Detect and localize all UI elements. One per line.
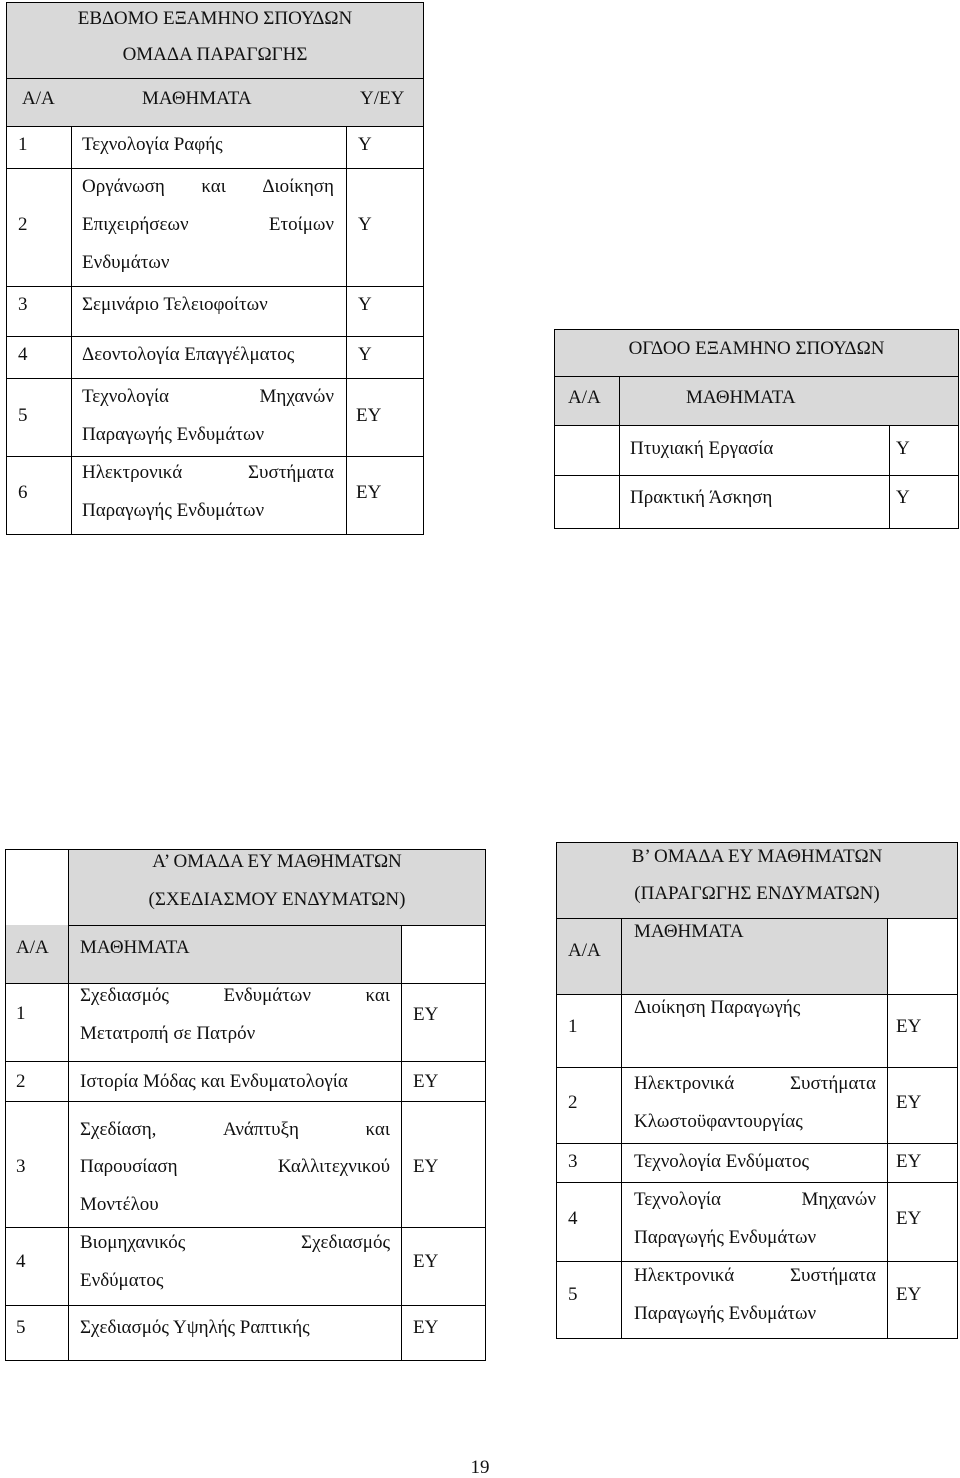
table-title-line-1: ΕΒΔΟΜΟ ΕΞΑΜΗΝΟ ΣΠΟΥΔΩΝ <box>77 8 353 29</box>
word: και <box>365 985 390 1006</box>
word: Βιομηχανικός <box>80 1232 186 1253</box>
course-name-line <box>82 215 334 235</box>
course-name: Πτυχιακή Εργασία <box>630 438 774 459</box>
table-semester-8 <box>554 329 959 529</box>
course-name-line <box>634 1074 876 1094</box>
word: Τεχνολογία <box>82 386 169 407</box>
word: και <box>201 176 226 197</box>
course-type: Υ <box>896 487 910 508</box>
course-name: Διοίκηση Παραγωγής <box>634 997 801 1018</box>
word: Συστήματα <box>247 462 334 483</box>
word: Οργάνωση <box>82 176 165 197</box>
table-semester-7 <box>6 2 424 535</box>
row-number: 1 <box>16 1003 26 1024</box>
table-group-b <box>556 842 958 1339</box>
course-name-line <box>80 1120 390 1140</box>
course-name-line: Ενδυμάτων <box>82 252 170 273</box>
course-name: Δεοντολογία Επαγγέλματος <box>82 344 295 365</box>
course-name-line <box>82 463 334 483</box>
course-name-line: Κλωστοϋφαντουργίας <box>634 1111 803 1132</box>
course-type: Υ <box>358 344 372 365</box>
word: Ηλεκτρονικά <box>82 462 183 483</box>
table-title-line-1: Α’ ΟΜΑΔΑ ΕΥ ΜΑΘΗΜΑΤΩΝ <box>152 851 402 872</box>
word: και <box>365 1119 390 1140</box>
row-number: 3 <box>568 1151 578 1172</box>
word: Ετοίμων <box>268 214 334 235</box>
row-number: 2 <box>16 1071 26 1092</box>
course-type: ΕΥ <box>896 1284 922 1305</box>
course-name-line: Ενδύματος <box>80 1270 164 1291</box>
course-name-line <box>80 1157 390 1177</box>
word: Σχεδιασμός <box>301 1232 390 1253</box>
course-name-line <box>80 1233 390 1253</box>
word: Ηλεκτρονικά <box>634 1073 735 1094</box>
course-name-line: Μετατροπή σε Πατρόν <box>80 1023 256 1044</box>
course-type: ΕΥ <box>413 1317 439 1338</box>
word: Ανάπτυξη <box>223 1119 299 1140</box>
page-number: 19 <box>470 1457 490 1478</box>
word: Παρουσίαση <box>80 1156 178 1177</box>
row-number: 5 <box>18 405 28 426</box>
course-type: ΕΥ <box>896 1016 922 1037</box>
row-number: 6 <box>18 482 28 503</box>
course-type: Υ <box>358 214 372 235</box>
header-courses: ΜΑΘΗΜΑΤΑ <box>142 88 252 109</box>
course-type: ΕΥ <box>896 1208 922 1229</box>
table-title-line-2: (ΣΧΕΔΙΑΣΜΟΥ ΕΝΔΥΜΑΤΩΝ) <box>148 889 406 910</box>
row-number: 1 <box>18 134 28 155</box>
word: Καλλιτεχνικού <box>277 1156 390 1177</box>
word: Σχεδιασμός <box>80 985 169 1006</box>
course-type: ΕΥ <box>413 1156 439 1177</box>
row-number: 4 <box>18 344 28 365</box>
row-number: 2 <box>18 214 28 235</box>
word: Συστήματα <box>789 1265 876 1286</box>
header-courses: ΜΑΘΗΜΑΤΑ <box>634 921 744 942</box>
course-type: ΕΥ <box>413 1251 439 1272</box>
table-title: ΟΓΔΟΟ ΕΞΑΜΗΝΟ ΣΠΟΥΔΩΝ <box>628 338 885 359</box>
course-name: Τεχνολογία Ραφής <box>82 134 223 155</box>
row-number: 5 <box>16 1317 26 1338</box>
course-name: Τεχνολογία Ενδύματος <box>634 1151 810 1172</box>
course-type: ΕΥ <box>413 1071 439 1092</box>
course-name-line: Μοντέλου <box>80 1194 159 1215</box>
row-number: 3 <box>18 294 28 315</box>
header-type: Υ/ΕΥ <box>360 88 405 109</box>
word: Ενδυμάτων <box>223 985 311 1006</box>
word: Τεχνολογία <box>634 1189 721 1210</box>
course-name-line: Παραγωγής Ενδυμάτων <box>82 424 265 445</box>
course-type: Υ <box>896 438 910 459</box>
word: Μηχανών <box>801 1189 876 1210</box>
header-aa: Α/Α <box>16 937 49 958</box>
course-type: ΕΥ <box>896 1151 922 1172</box>
row-number: 2 <box>568 1092 578 1113</box>
course-name: Σεμινάριο Τελειοφοίτων <box>82 294 268 315</box>
course-name: Πρακτική Άσκηση <box>630 487 773 508</box>
header-aa: Α/Α <box>568 387 601 408</box>
course-type: ΕΥ <box>356 482 382 503</box>
course-type: Υ <box>358 294 372 315</box>
header-aa: Α/Α <box>568 940 601 961</box>
word: Συστήματα <box>789 1073 876 1094</box>
course-name-line <box>80 986 390 1006</box>
header-shading <box>5 925 401 983</box>
course-name-line <box>634 1266 876 1286</box>
course-type: ΕΥ <box>896 1092 922 1113</box>
header-courses: ΜΑΘΗΜΑΤΑ <box>80 937 190 958</box>
course-name-line <box>634 1190 876 1210</box>
course-type: ΕΥ <box>413 1004 439 1025</box>
row-number: 1 <box>568 1016 578 1037</box>
course-name-line <box>82 387 334 407</box>
course-name: Ιστορία Μόδας και Ενδυματολογία <box>80 1071 348 1092</box>
header-aa: Α/Α <box>22 88 55 109</box>
table-title-line-1: Β’ ΟΜΑΔΑ ΕΥ ΜΑΘΗΜΑΤΩΝ <box>631 846 883 867</box>
course-name-line: Παραγωγής Ενδυμάτων <box>82 500 265 521</box>
course-name-line: Παραγωγής Ενδυμάτων <box>634 1227 817 1248</box>
table-group-a <box>5 849 486 1361</box>
row-number: 4 <box>16 1251 26 1272</box>
table-title-line-2: ΟΜΑΔΑ ΠΑΡΑΓΩΓΗΣ <box>122 44 308 65</box>
table-title-line-2: (ΠΑΡΑΓΩΓΗΣ ΕΝΔΥΜΑΤΩΝ) <box>634 883 880 904</box>
row-number: 3 <box>16 1156 26 1177</box>
row-number: 4 <box>568 1208 578 1229</box>
course-type: ΕΥ <box>356 405 382 426</box>
header-courses: ΜΑΘΗΜΑΤΑ <box>686 387 796 408</box>
word: Ηλεκτρονικά <box>634 1265 735 1286</box>
word: Μηχανών <box>259 386 334 407</box>
word: Σχεδίαση, <box>80 1119 157 1140</box>
word: Επιχειρήσεων <box>82 214 189 235</box>
course-name-line: Παραγωγής Ενδυμάτων <box>634 1303 817 1324</box>
course-type: Υ <box>358 134 372 155</box>
word: Διοίκηση <box>262 176 334 197</box>
row-number: 5 <box>568 1284 578 1305</box>
course-name-line <box>82 177 334 197</box>
course-name: Σχεδιασμός Υψηλής Ραπτικής <box>80 1317 310 1338</box>
